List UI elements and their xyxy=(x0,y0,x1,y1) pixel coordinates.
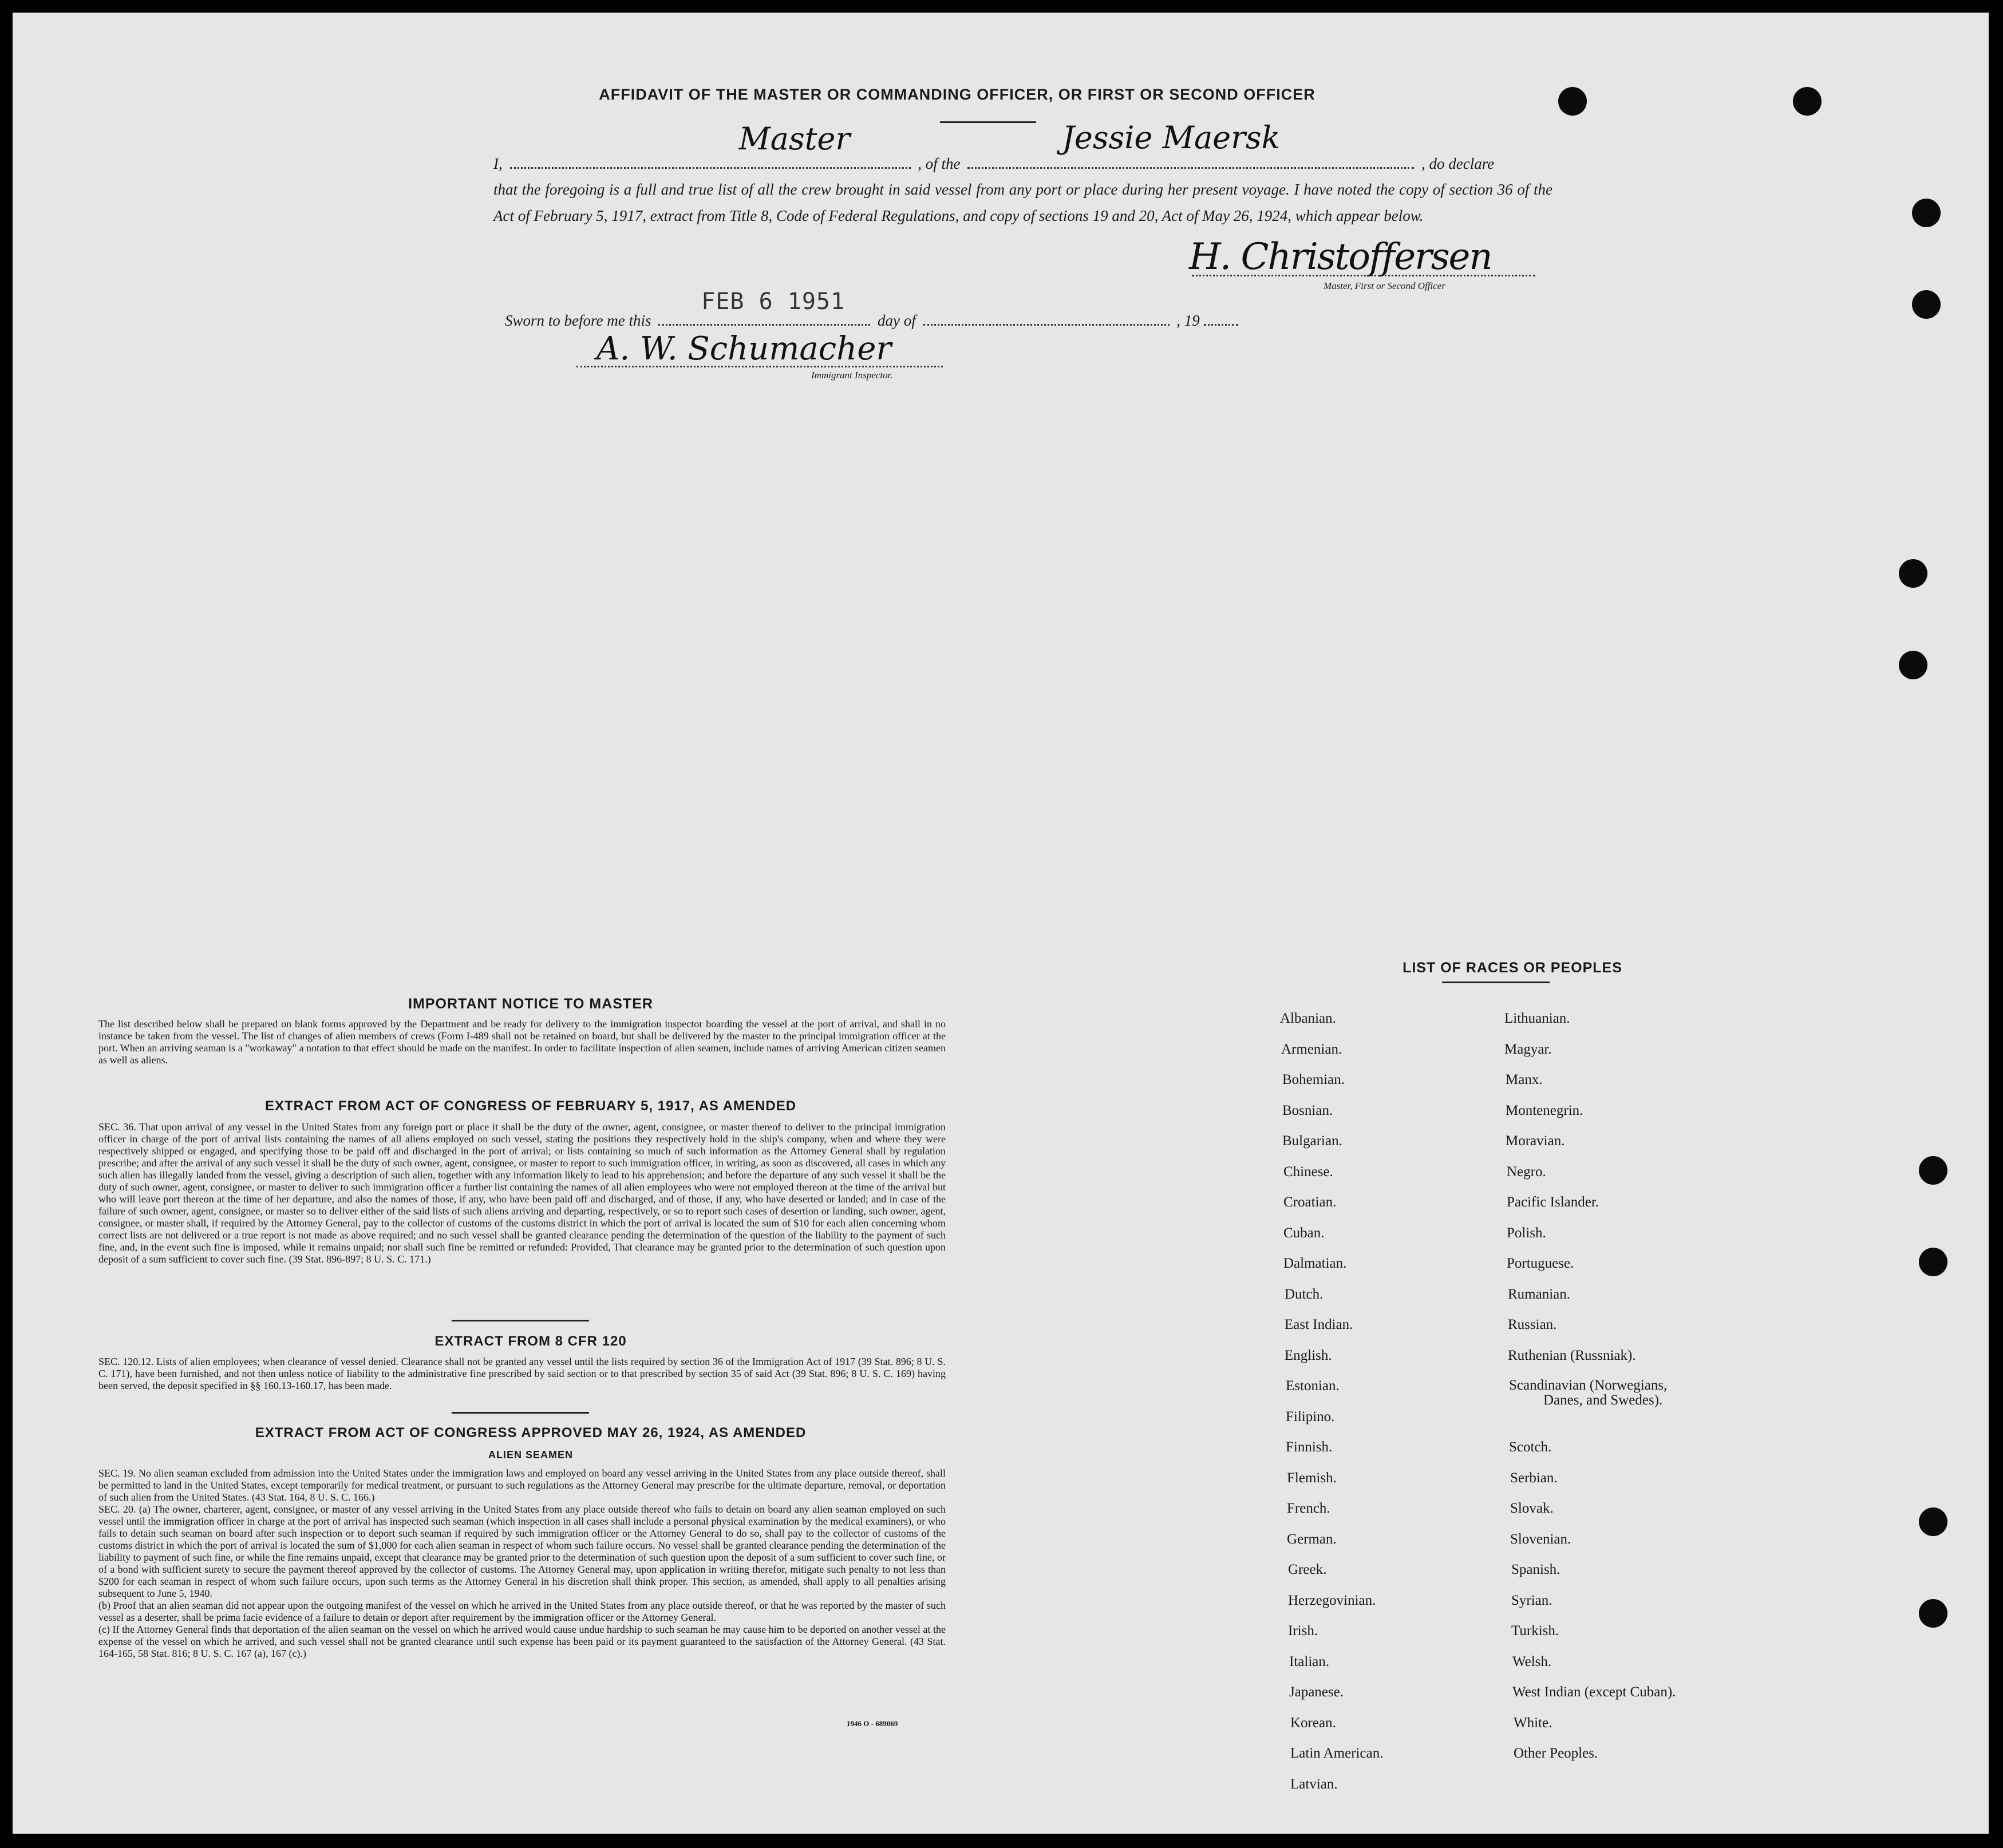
extract-1917-title: EXTRACT FROM ACT OF CONGRESS OF FEBRUARY 5, 1917, AS AMENDED xyxy=(264,1098,797,1114)
race-item: Manx. xyxy=(1506,1072,1543,1087)
punch-hole xyxy=(1912,199,1941,227)
race-item: Bulgarian. xyxy=(1282,1133,1342,1149)
race-item: Herzegovinian. xyxy=(1288,1593,1376,1608)
race-item: English. xyxy=(1285,1348,1332,1363)
punch-hole xyxy=(1919,1599,1947,1628)
do-declare-label: , do declare xyxy=(1421,155,1495,172)
race-item: Lithuanian. xyxy=(1504,1011,1570,1026)
signature-caption: Master, First or Second Officer xyxy=(1324,280,1445,291)
race-item: Polish. xyxy=(1507,1225,1546,1241)
races-title: LIST OF RACES OR PEOPLES xyxy=(1403,960,1622,976)
handwritten-title: Master xyxy=(738,121,851,157)
of-the-label: , of the xyxy=(918,155,961,172)
race-item: Moravian. xyxy=(1506,1133,1565,1149)
race-item: Latvian. xyxy=(1290,1776,1338,1792)
notice-text: The list described below shall be prepared on blank forms approved by the Department and be ready for delivery to the immigration inspector boarding the vessel at the port of arrival, and shall in no instance be taken from the vessel. The list of changes of alien members of crews (Form I-489 shall not be retained on board, but shall be delivered by the master to the principal immigration officer at the port. When an arriving seaman is a "workaway" a notation to that effect should be made on the manifest. In order to facilitate inspection of alien seamen, include names of arriving American citizen seamen as well as aliens. xyxy=(98,1018,946,1066)
race-item: French. xyxy=(1287,1501,1330,1516)
race-item: Portuguese. xyxy=(1507,1256,1574,1271)
race-item: Finnish. xyxy=(1286,1439,1333,1455)
race-item: Albanian. xyxy=(1280,1011,1336,1026)
extract-cfr-text: SEC. 120.12. Lists of alien employees; when clearance of vessel denied. Clearance shall not be granted any vessel until the lists required by section 36 of the Immigration Act of 1917 (39 Stat. 896; 8 U. S. C. 171), have been furnished, and not then unless notice of liability to the administrative fine prescribed by said section or to that prescribed by section 35 of said Act (39 Stat. 896; 8 U. S. C. 169) having been served, the deposit specified in §§ 160.13-160.17, has been made. xyxy=(98,1356,946,1391)
race-line: Danes, and Swedes). xyxy=(1543,1392,1663,1408)
punch-hole xyxy=(1899,559,1927,588)
declaration-lead: I, xyxy=(493,155,503,172)
officer-title-field xyxy=(510,121,911,169)
race-item: Dutch. xyxy=(1285,1287,1324,1302)
race-item: Greek. xyxy=(1288,1562,1327,1577)
race-item: Korean. xyxy=(1290,1715,1336,1731)
punch-hole xyxy=(1793,87,1822,116)
print-code: 1946 O - 689069 xyxy=(847,1719,898,1728)
extract-1917-text: SEC. 36. That upon arrival of any vessel in the United States from any foreign port or place it shall be the duty of the owner, agent, consignee, or master thereof to deliver to the principal immigration officer in charge of the port of arrival lists containing the names of all aliens employed on such vessel, stating the positions they respectively hold in the ship's company, when and where they were respectively shipped or engaged, and specifying those to be paid off and discharged in the port of arrival; or lists containing so much of such information as the Attorney General shall by regulation prescribe; and after the arrival of any such vessel it shall be the duty of such owner, agent, consignee, or master to report to such immigration officer, in writing, as soon as discovered, all cases in which any such alien has illegally landed from the vessel, giving a description of such alien, together with any information likely to lead to his apprehension; and before the departure of any such vessel it shall be the duty of such owner, agent, consignee, or master to deliver to such immigration officer a further list containing the names of all alien employees who were not employed thereon at the time of the arrival but who will leave port thereon at the time of her departure, and also the names of those, if any, who have been paid off and discharged, and of those, if any, who have deserted or landed; and in case of the failure of such owner, agent, consignee, or master so to deliver either of the said lists of such aliens arriving and departing, respectively, or so to report such cases of desertion or landing, such owner, agent, consignee, or master shall, if required by the Attorney General, pay to the collector of customs of the customs district in which the port of arrival is located the sum of $10 for each alien concerning whom correct lists are not delivered or a true report is not made as above required; and no such vessel shall be granted clearance pending the determination of the question of the liability to the payment of such fine, and, in the event such fine is imposed, while it remains unpaid; nor shall such fine be remitted or refunded: Provided, That clearance may be granted prior to the determination of such question upon deposit of a sum sufficient to cover such fine. (39 Stat. 896-897; 8 U. S. C. 171.) xyxy=(98,1121,946,1265)
race-item: Bohemian. xyxy=(1282,1072,1345,1087)
sec-20b-text: (b) Proof that an alien seaman did not appear upon the outgoing manifest of the vessel on which he arrived in the United States from any place outside thereof, or that he was reported by the master of such vessel as a deserter, shall be prima facie evidence of a failure to detain or deport after requirement by the immigration officer or the Attorney General. xyxy=(98,1600,946,1623)
declaration-text: that the foregoing is a full and true list of all the crew brought in said vessel from any port or place during her present voyage. I have noted the copy of section 36 of the Act of February 5, 1917, extract from Title 8, Code of Federal Regulations, and copy of sections 19 and 20, Act of May 26, 1924, which appear below. xyxy=(493,181,1552,224)
year-label: , 19 xyxy=(1176,312,1200,329)
race-item: Chinese. xyxy=(1283,1164,1333,1180)
inspector-caption: Immigrant Inspector. xyxy=(811,370,893,381)
extract-1924-subtitle: ALIEN SEAMEN xyxy=(488,1449,573,1461)
vessel-name-field xyxy=(967,120,1414,169)
year-field xyxy=(1204,308,1238,326)
sworn-date-field xyxy=(658,288,870,326)
race-item: Italian. xyxy=(1289,1654,1330,1669)
race-item: Montenegrin. xyxy=(1506,1103,1583,1118)
race-item: Irish. xyxy=(1288,1623,1318,1639)
handwritten-vessel-name: Jessie Maersk xyxy=(1062,120,1281,156)
race-item: Magyar. xyxy=(1504,1042,1552,1057)
divider xyxy=(940,121,1036,123)
affidavit-declaration xyxy=(493,120,1552,229)
inspector-signature-line xyxy=(576,366,943,367)
notice-title: IMPORTANT NOTICE TO MASTER xyxy=(408,996,653,1012)
date-stamp: FEB 6 1951 xyxy=(701,288,846,315)
punch-hole xyxy=(1558,87,1587,116)
race-item: Welsh. xyxy=(1512,1654,1552,1669)
inspector-signature: A. W. Schumacher xyxy=(596,330,892,367)
race-item: Turkish. xyxy=(1511,1623,1559,1639)
punch-hole xyxy=(1919,1156,1947,1185)
punch-hole xyxy=(1912,290,1941,319)
race-item: Cuban. xyxy=(1283,1225,1325,1241)
divider xyxy=(1442,982,1550,983)
signature-line xyxy=(1192,275,1535,276)
extract-1924-text xyxy=(98,1467,946,1660)
punch-hole xyxy=(1919,1507,1947,1536)
race-item: Latin American. xyxy=(1290,1746,1384,1761)
race-item: Estonian. xyxy=(1286,1378,1340,1394)
sworn-line xyxy=(505,288,1238,330)
race-item: Scotch. xyxy=(1509,1439,1552,1455)
race-item: Dalmatian. xyxy=(1283,1256,1347,1271)
form-page xyxy=(13,13,1989,1834)
month-field xyxy=(923,308,1170,326)
race-item: German. xyxy=(1287,1532,1337,1547)
divider xyxy=(452,1412,589,1414)
race-item xyxy=(1509,1378,1667,1408)
race-item: East Indian. xyxy=(1285,1317,1353,1332)
sec-20c-text: (c) If the Attorney General finds that deportation of the alien seaman on the vessel on which he arrived would cause undue hardship to such seaman he may cause him to be deported on another vessel at the expense of the vessel on which he arrived, and such vessel shall not be granted clearance until such expense has been paid or its payment guaranteed to the satisfaction of the Attorney General. (43 Stat. 164-165, 58 Stat. 816; 8 U. S. C. 167 (a), 167 (c).) xyxy=(98,1624,946,1659)
extract-1924-title: EXTRACT FROM ACT OF CONGRESS APPROVED MAY 26, 1924, AS AMENDED xyxy=(255,1425,807,1441)
race-item: Slovak. xyxy=(1510,1501,1554,1516)
extract-cfr-title: EXTRACT FROM 8 CFR 120 xyxy=(434,1333,627,1349)
race-item: Rumanian. xyxy=(1508,1287,1571,1302)
race-item: Japanese. xyxy=(1289,1684,1344,1700)
punch-hole xyxy=(1919,1248,1947,1276)
race-item: Spanish. xyxy=(1511,1562,1560,1577)
race-item: Bosnian. xyxy=(1282,1103,1333,1118)
affidavit-title: AFFIDAVIT OF THE MASTER OR COMMANDING OFFICER, OR FIRST OR SECOND OFFICER xyxy=(599,86,1315,103)
race-item: Serbian. xyxy=(1510,1470,1558,1486)
race-item: Armenian. xyxy=(1281,1042,1342,1057)
race-item: Ruthenian (Russniak). xyxy=(1508,1348,1636,1363)
race-item: Filipino. xyxy=(1286,1409,1335,1424)
race-item: Negro. xyxy=(1507,1164,1546,1180)
race-item: Syrian. xyxy=(1511,1593,1552,1608)
race-item: Slovenian. xyxy=(1510,1532,1571,1547)
race-item: Pacific Islander. xyxy=(1507,1194,1599,1210)
race-line: Scandinavian (Norwegians, xyxy=(1509,1378,1668,1393)
race-item: Other Peoples. xyxy=(1514,1746,1598,1761)
sworn-label: Sworn to before me this xyxy=(505,312,651,329)
race-item: Russian. xyxy=(1508,1317,1557,1332)
race-item: Croatian. xyxy=(1283,1194,1337,1210)
master-signature: H. Christoffersen xyxy=(1189,236,1492,278)
race-item: Flemish. xyxy=(1287,1470,1337,1486)
race-item: West Indian (except Cuban). xyxy=(1512,1684,1676,1700)
sec-19-text: SEC. 19. No alien seaman excluded from admission into the United States under the immigration laws and employed on board any vessel arriving in the United States from any place outside thereof, shall be permitted to land in the United States, except temporarily for medical treatment, or pursuant to such regulations as the Attorney General may prescribe for the ultimate departure, removal, or deportation of such alien from the United States. (43 Stat. 164, 8 U. S. C. 166.) xyxy=(98,1467,946,1503)
day-of-label: day of xyxy=(878,312,916,329)
sec-20a-text: SEC. 20. (a) The owner, charterer, agent, consignee, or master of any vessel arriving in the United States from any place outside thereof who fails to detain on board any alien seaman employed on such vessel until the immigration officer in charge at the port of arrival has inspected such seaman (which inspection in all cases shall include a personal physical examination by the medical examiners), or who fails to detain such seaman on board after such inspection or to deport such seaman if required by such immigration officer or the Attorney General to do so, shall pay to the collector of customs of the customs district in which the port of arrival is located the sum of $1,000 for each alien seaman in respect of whom such failure occurs. No vessel shall be granted clearance pending the determination of the liability to payment of such fine, or while the fine remains unpaid, except that clearance may be granted prior to the determination of such question upon the deposit of a sum sufficient to cover such fine, or of a bond with sufficient surety to secure the payment thereof approved by the collector of customs. The Attorney General may, upon application in writing therefor, mitigate such penalty to not less than $200 for each seaman in respect of whom such failure occurs, upon such terms as the Attorney General in his discretion shall think proper. This section, as amended, shall apply to all penalties arising subsequent to June 5, 1940. xyxy=(98,1503,946,1599)
race-item: White. xyxy=(1514,1715,1552,1731)
divider xyxy=(452,1320,589,1321)
punch-hole xyxy=(1899,651,1927,679)
